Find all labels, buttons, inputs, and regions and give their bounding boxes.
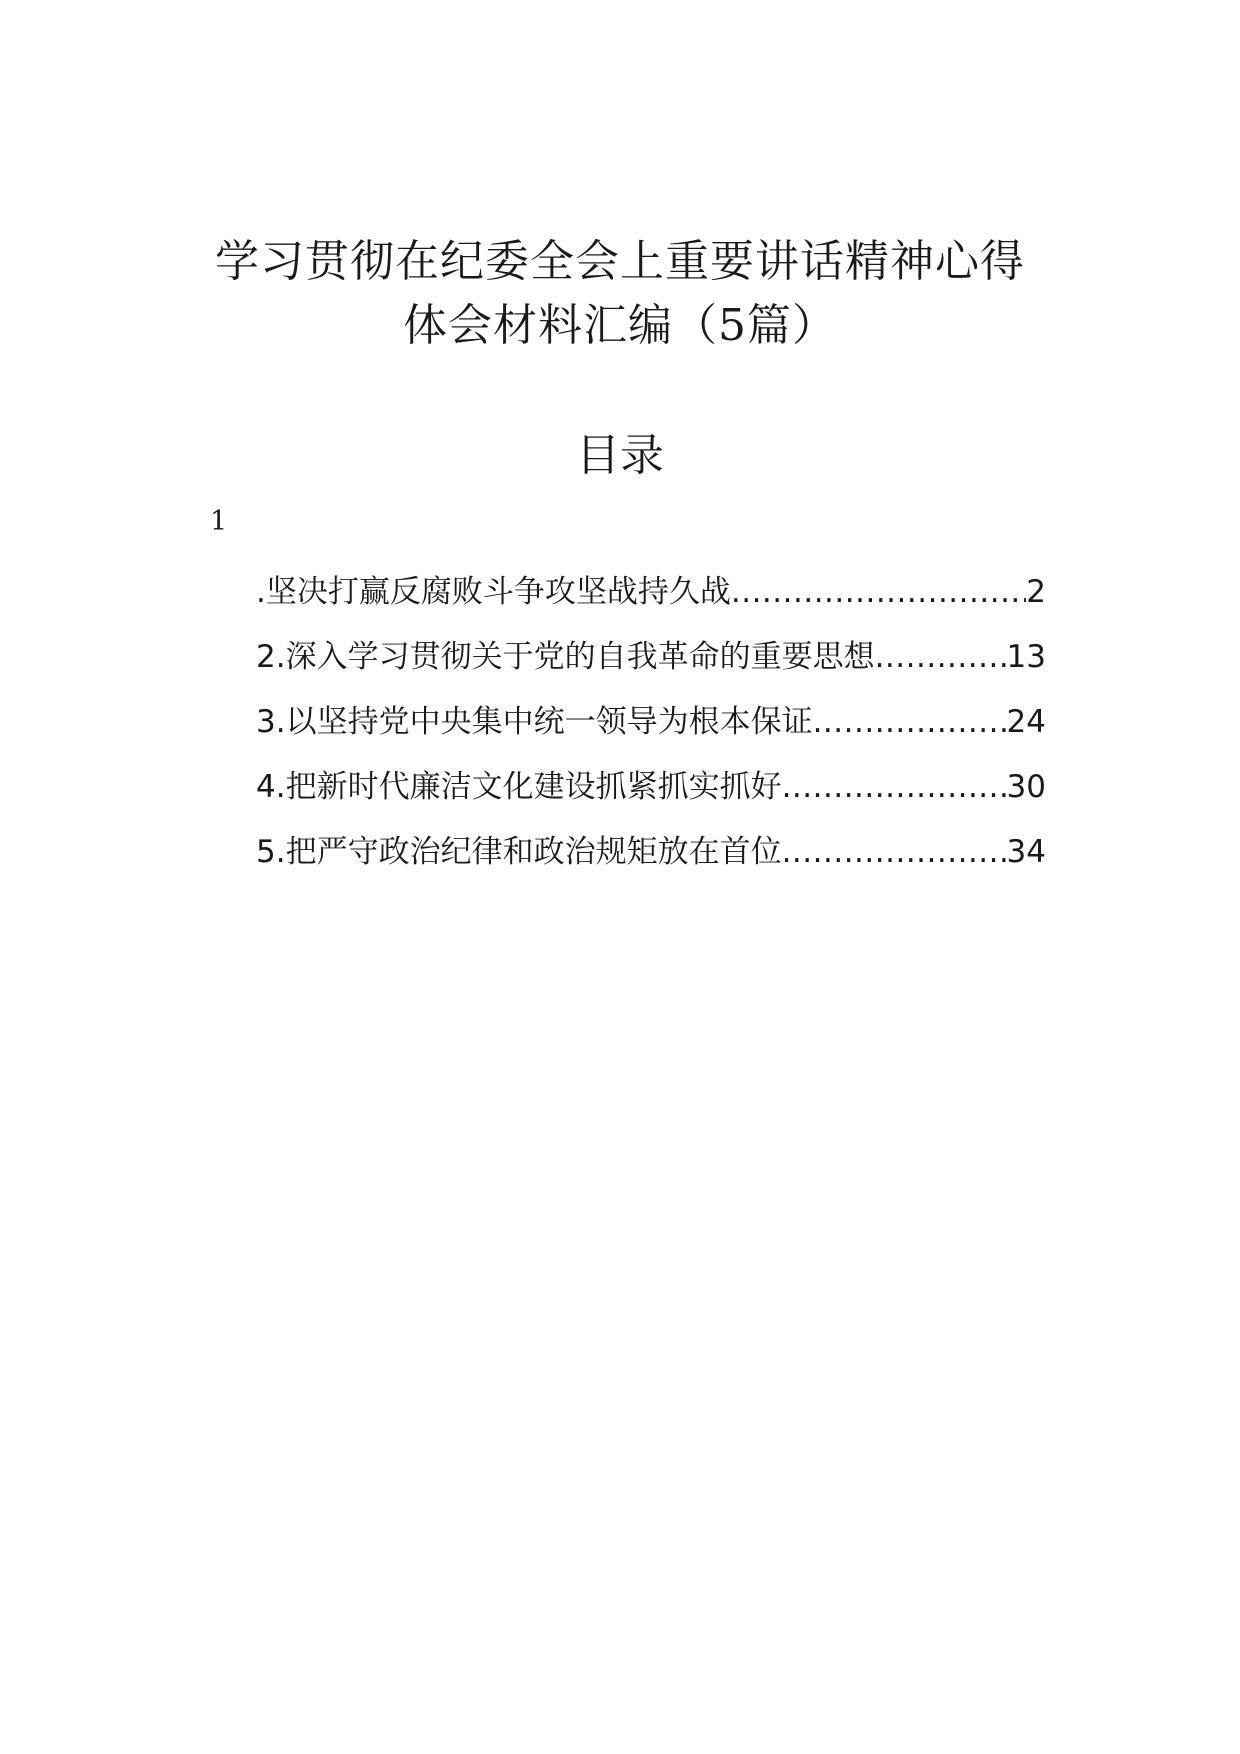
toc-heading: 目录: [576, 430, 664, 481]
toc-entry-title: .坚决打赢反腐败斗争攻坚战持久战: [256, 574, 731, 610]
toc-entry-page: 13: [1006, 639, 1046, 675]
title-article-count: 5: [718, 300, 747, 351]
title-prefix: 体会材料汇编（: [403, 300, 718, 351]
toc-entry-title: 3.以坚持党中央集中统一领导为根本保证: [256, 704, 813, 740]
toc-entry[interactable]: [256, 560, 1046, 625]
toc-entry[interactable]: [256, 690, 1046, 755]
toc-entry-page: 34: [1006, 834, 1046, 870]
title-suffix: 篇）: [747, 300, 837, 351]
toc-dot-leader: [782, 755, 1007, 820]
toc-entry-title: 2.深入学习贯彻关于党的自我革命的重要思想: [256, 639, 875, 675]
toc-entry-page: 30: [1006, 769, 1046, 805]
document-title-line-2: [0, 300, 1240, 351]
stray-list-number: 1: [210, 506, 228, 537]
toc-entry-title: 5.把严守政治纪律和政治规矩放在首位: [256, 834, 782, 870]
toc-entry[interactable]: [256, 625, 1046, 690]
toc-entry[interactable]: [256, 755, 1046, 820]
toc-dot-leader: [813, 690, 1007, 755]
toc-dot-leader: [731, 560, 1026, 625]
toc-entry-page: 24: [1006, 704, 1046, 740]
document-title-line-1: 学习贯彻在纪委全会上重要讲话精神心得: [215, 236, 1025, 287]
toc-entry-page: 2: [1026, 574, 1046, 610]
toc-dot-leader: [875, 625, 1007, 690]
toc-dot-leader: [782, 820, 1007, 885]
table-of-contents: [256, 560, 1046, 885]
toc-entry-title: 4.把新时代廉洁文化建设抓紧抓实抓好: [256, 769, 782, 805]
toc-entry[interactable]: [256, 820, 1046, 885]
